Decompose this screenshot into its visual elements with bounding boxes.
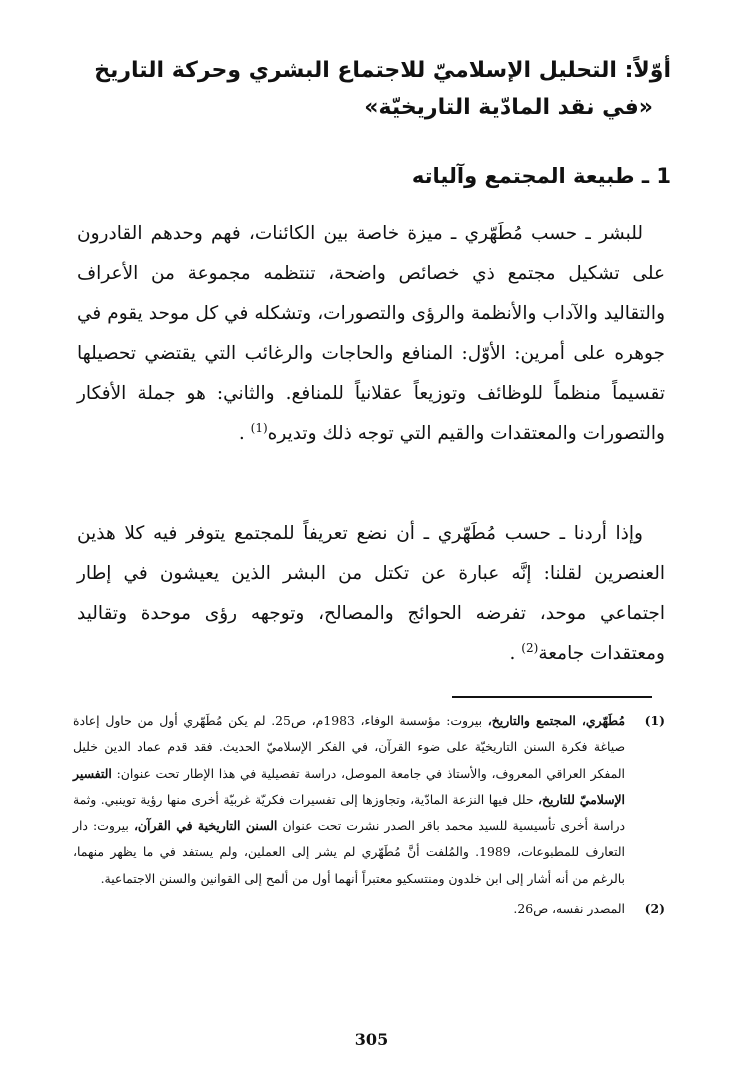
section-heading-line-2: «في نقد المادّية التاريخيّة» bbox=[364, 95, 653, 121]
footnote-1-part-6: بيروت: دار التعارف للمطبوعات، 1989. والمُلفت أنَّ مُطَهّري لم يشر إلى العملين، ولم يستفد في ما يظهر منهما، بالرغم من أنه أشار إلى ابن خلدون ومنتسكيو معتبراً أنهما أول من ألمح إلى القوانين والسنن الاجتماعية. bbox=[73, 818, 625, 886]
paragraph-2-end: . bbox=[509, 643, 516, 664]
paragraph-1-text: للبشر ـ حسب مُطَهّري ـ ميزة خاصة بين الكائنات، فهم وحدهم القادرون على تشكيل مجتمع ذي خصائص واضحة، تنتظمه مجموعة من الأعراف والتقاليد والآداب والأنظمة والرؤى والتصورات، وتشكله في كل موحد يقوم في جوهره على أمرين: الأوّل: المنافع والحاجات والرغائب التي يقتضي تحصيلها تقسيماً منظماً للوظائف وتوزيعاً عقلانياً للمنافع. والثاني: هو جملة الأفكار والتصورات والمعتقدات والقيم التي توجه ذلك وتديره bbox=[77, 223, 666, 444]
footnote-1-part-5: السنن التاريخية في القرآن، bbox=[133, 818, 278, 834]
page-number: 305 bbox=[354, 1030, 389, 1049]
footnote-ref-1[interactable]: (1) bbox=[250, 420, 268, 435]
footnote-separator bbox=[452, 696, 652, 698]
footnote-2 bbox=[73, 896, 665, 922]
paragraph-1 bbox=[77, 214, 665, 454]
subsection-heading: 1 ـ طبيعة المجتمع وآلياته bbox=[411, 164, 671, 188]
footnote-2-number: (2) bbox=[644, 901, 665, 917]
footnotes bbox=[73, 708, 665, 926]
paragraph-2-text: وإذا أردنا ـ حسب مُطَهّري ـ أن نضع تعريفاً للمجتمع يتوفر فيه كلا هذين العنصرين لقلنا: إنَّه عبارة عن تكتل من البشر الذين يعيشون في إطار اجتماعي موحد، تفرضه الحوائج والمصالح، وتوجهه رؤى موحدة وتقاليد ومعتقدات جامعة bbox=[77, 523, 665, 664]
section-heading-line-1: أوّلاً: التحليل الإسلاميّ للاجتماع البشري وحركة التاريخ bbox=[94, 58, 671, 83]
footnote-1-part-4: حلل فيها النزعة المادّية، وتجاوزها إلى تفسيرات فكريّة غربيّة أخرى منها رؤية توينبي. وثمة دراسة أخرى تأسيسية للسيد محمد باقر الصدر نشرت تحت عنوان bbox=[73, 791, 626, 834]
footnote-1-part-2: بيروت: مؤسسة الوفاء، 1983م، ص25. لم يكن مُطَهّري أول من حاول إعادة صياغة فكرة السنن التاريخيّة على ضوء القرآن، في الفكر الإسلاميّ الحديث. فقد قدم عماد الدين خليل المفكر العراقي المعروف، والأستاذ في جامعة الموصل، دراسة تفصيلية في هذا الإطار تحت عنوان: bbox=[73, 713, 625, 781]
paragraph-1-end: . bbox=[238, 423, 245, 444]
footnote-ref-2[interactable]: (2) bbox=[521, 640, 539, 655]
footnote-2-text: المصدر نفسه، ص26. bbox=[513, 901, 625, 917]
paragraph-2 bbox=[77, 514, 665, 674]
footnote-1-part-3: التفسير الإسلاميّ للتاريخ، bbox=[73, 765, 625, 807]
footnote-1-text bbox=[73, 708, 625, 892]
footnote-1-number: (1) bbox=[644, 713, 665, 728]
footnote-1 bbox=[73, 708, 665, 892]
section-heading bbox=[71, 52, 671, 127]
footnote-1-part-1: مُطَهّري، المجتمع والتاريخ، bbox=[487, 713, 625, 728]
